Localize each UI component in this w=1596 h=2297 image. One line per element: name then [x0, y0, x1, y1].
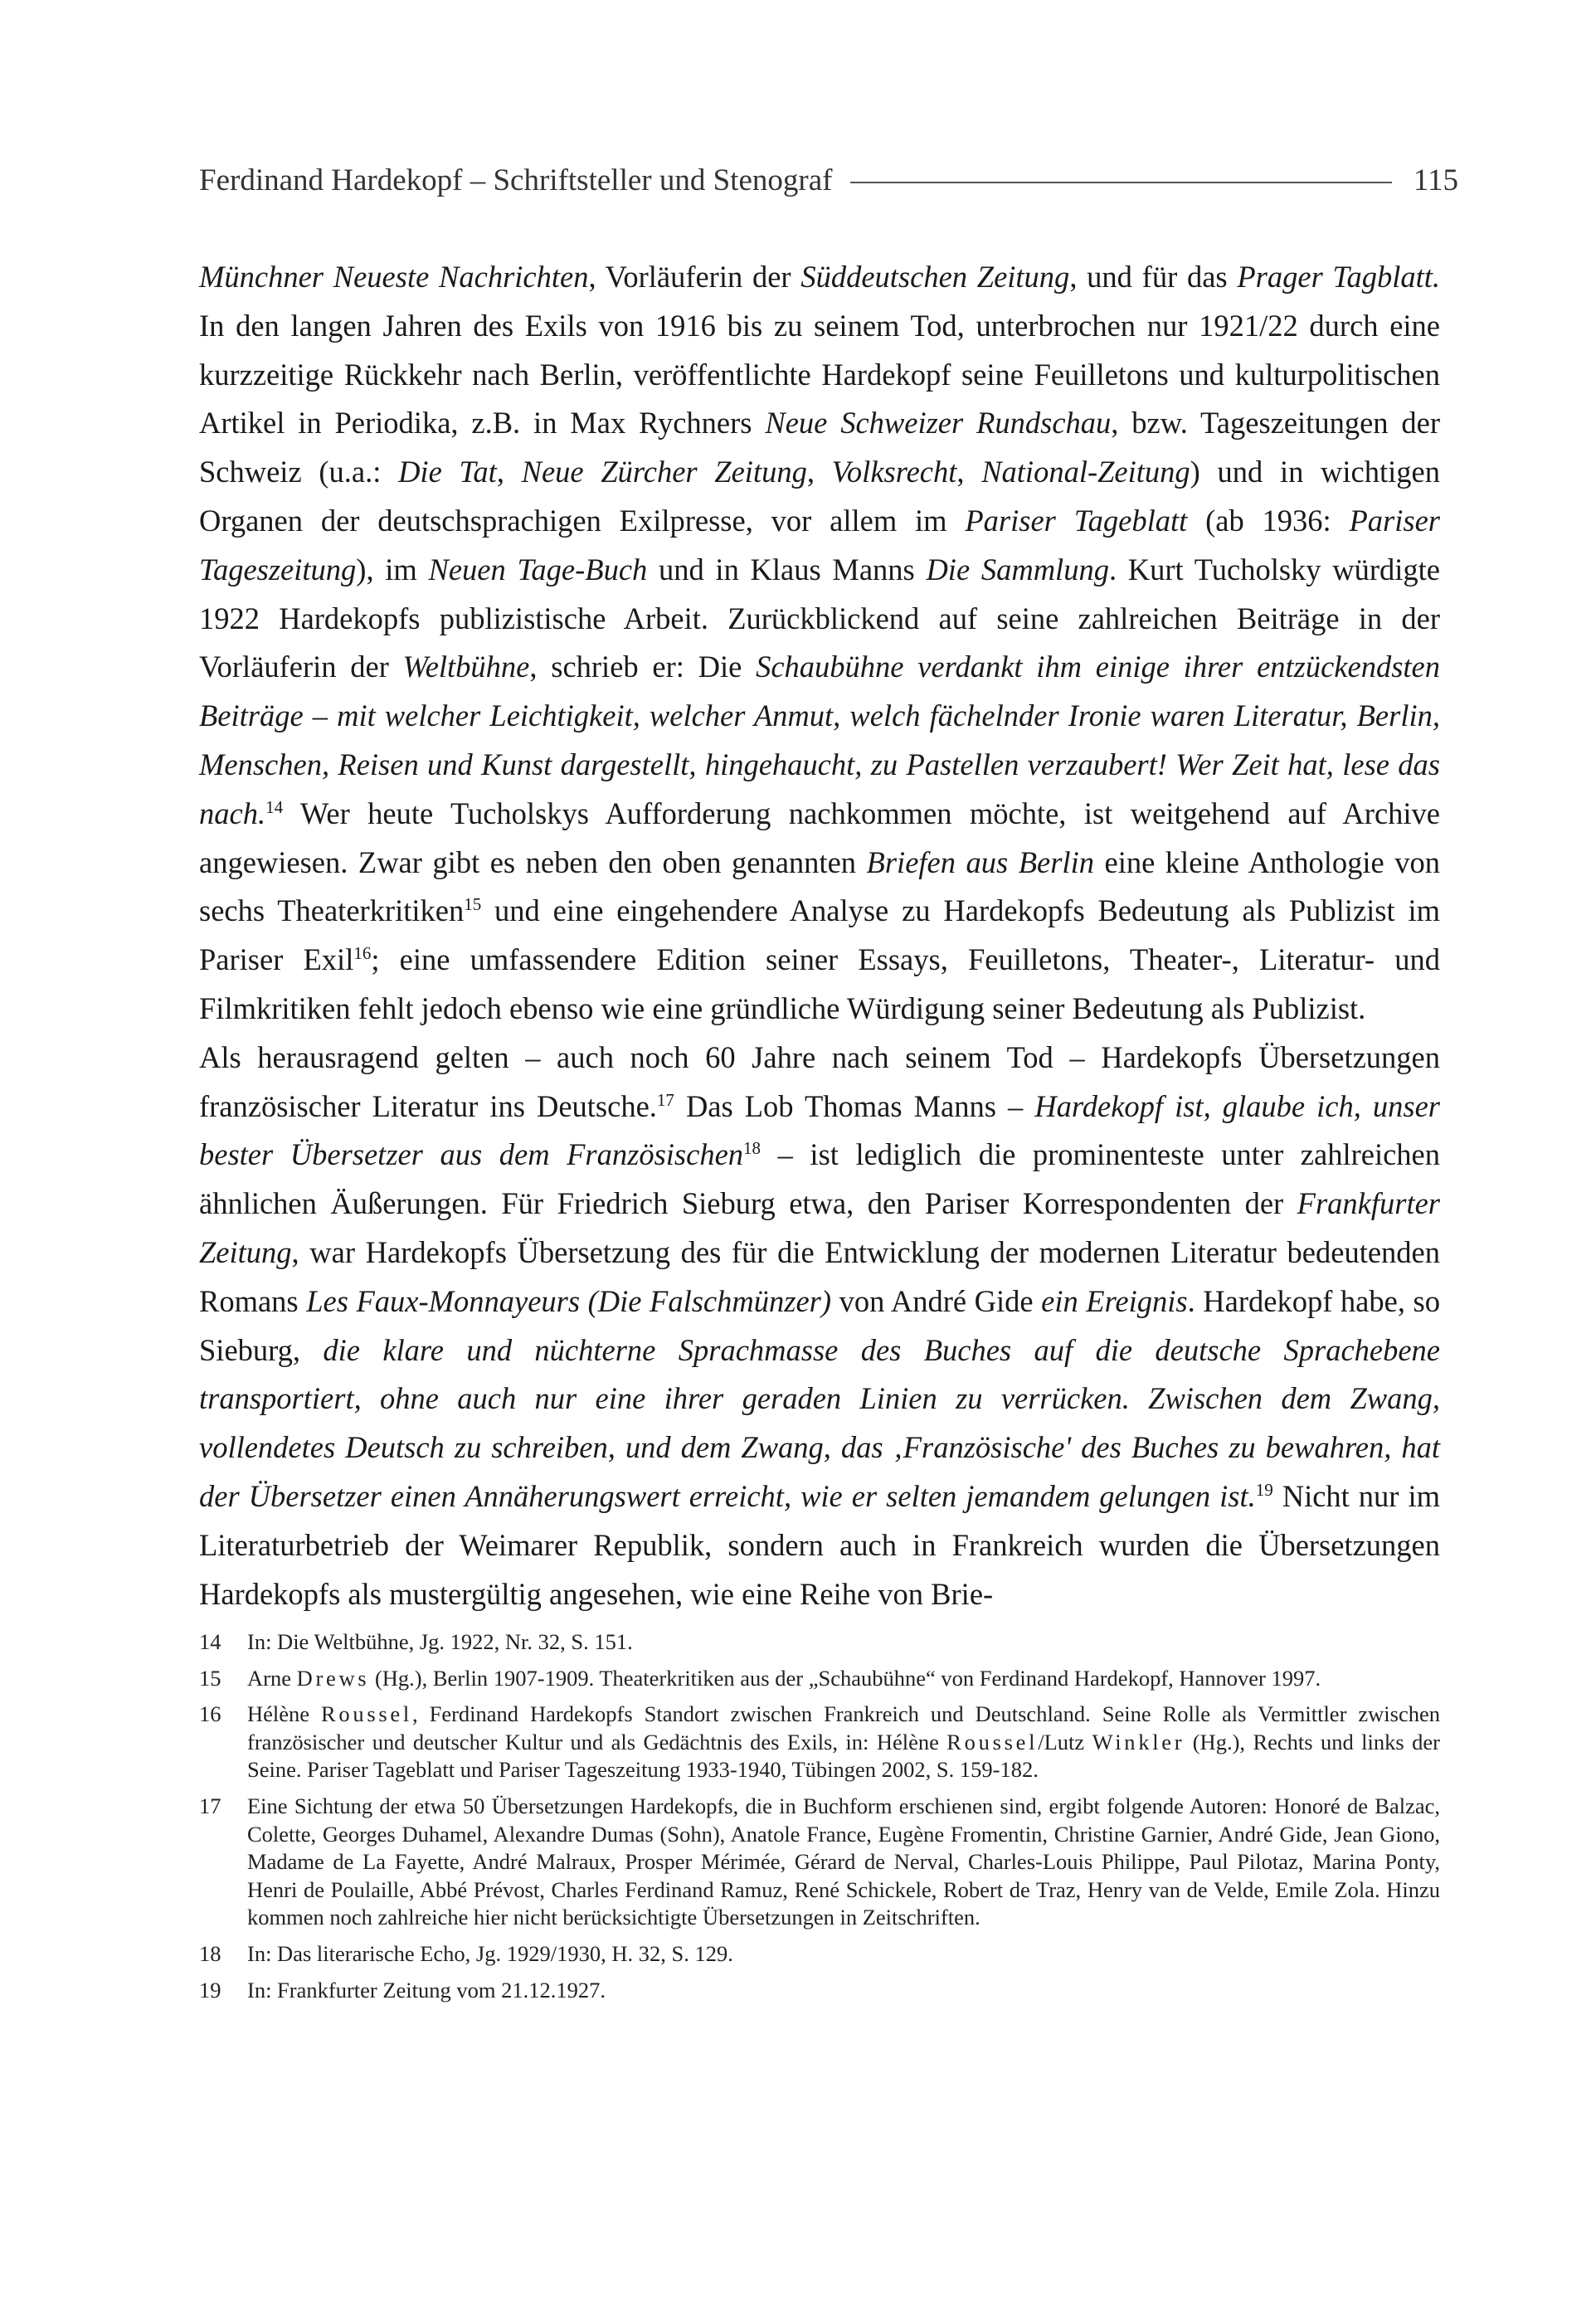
- italic-run: Süddeutschen Zeitung: [800, 260, 1070, 294]
- footnote-ref: 19: [1255, 1479, 1273, 1500]
- footnote-text: [247, 1665, 1440, 1693]
- text-run: ,: [806, 455, 832, 489]
- italic-run: Schaubühne verdankt ihm einige ihrer entzückendsten Beiträge – mit welcher Leichtigkeit, welcher Anmut, welch fächelnder Ironie waren Literatur, Berlin, Menschen, Reisen und Kunst dargestellt, hingehaucht, zu Pastellen verzaubert! Wer Zeit hat, lese das nach.: [199, 650, 1441, 830]
- paragraph-2: [199, 1034, 1440, 1619]
- text-run: Hélène: [247, 1701, 322, 1727]
- footnote-text: [247, 1701, 1440, 1784]
- text-run: , Vorläuferin der: [588, 260, 801, 294]
- text-run: ; eine umfassendere Edition seiner Essays, Feuilletons, Theater-, Literatur- und Filmkritiken fehlt jedoch ebenso wie eine gründliche Würdigung seiner Bedeutung als Publizist.: [199, 942, 1440, 1025]
- text-run: In: Das literarische Echo, Jg. 1929/1930, H. 32, S. 129.: [247, 1940, 733, 1966]
- italic-run: Volksrecht: [831, 455, 957, 489]
- italic-run: Pariser Tageblatt: [965, 503, 1188, 538]
- footnote-text: [247, 1793, 1440, 1932]
- page-number: 115: [1413, 163, 1458, 197]
- italic-run: Die Tat: [398, 455, 497, 489]
- text-run: , und für das: [1069, 260, 1238, 294]
- text-run: (ab 1936:: [1187, 503, 1350, 538]
- text-run: ) und in wichtigen Organen der deutschsprachigen Exilpresse, vor allem im: [199, 455, 1440, 538]
- text-run: In: Die Weltbühne, Jg. 1922, Nr. 32, S. 151.: [247, 1629, 633, 1654]
- footnote-text: [247, 1977, 1440, 2005]
- text-run: (Hg.), Rechts und links der Seine. Pariser Tageblatt und Pariser Tageszeitung 1933-1940, Tübingen 2002, S. 159-182.: [247, 1729, 1440, 1783]
- footnote-number: 16: [199, 1701, 221, 1727]
- footnote-17: [199, 1793, 1440, 1932]
- footnote-number: 17: [199, 1793, 221, 1818]
- text-run: von André Gide: [831, 1283, 1042, 1318]
- text-run: /Lutz: [1038, 1729, 1092, 1754]
- text-run: Eine Sichtung der etwa 50 Übersetzungen Hardekopfs, die in Buchform erschienen sind, ergibt folgende Autoren: Honoré de Balzac, Colette, Georges Duhamel, Alexandre Dumas (Sohn), Anatole France, Eugène Fromentin, Christine Garnier, André Gide, Jean Giono, Madame de La Fayette, André Malraux, Prosper Mérimée, Gérard de Nerval, Charles-Louis Philippe, Paul Pilotaz, Marina Ponty, Henri de Poulaille, Abbé Prévost, Charles Ferdinand Ramuz, René Schickele, Robert de Traz, Henry van de Velde, Emile Zola. Hinzu kommen noch zahlreiche hier nicht berücksichtigte Übersetzungen in Zeitschriften.: [247, 1793, 1440, 1930]
- footnote-ref: 15: [464, 894, 482, 915]
- text-run: Als herausragend gelten – auch noch 60 Jahre nach seinem Tod – Hardekopfs Übersetzungen französischer Literatur ins Deutsche.: [199, 1039, 1440, 1123]
- footnote-ref: 18: [743, 1138, 762, 1159]
- text-run: ,: [956, 455, 982, 489]
- footnote-number: 14: [199, 1629, 221, 1654]
- footnote-text: [247, 1940, 1440, 1969]
- footnote-16: [199, 1701, 1440, 1784]
- spaced-name: Roussel: [321, 1701, 412, 1727]
- text-run: Nicht nur im Literaturbetrieb der Weimarer Republik, sondern auch in Frankreich wurden die Übersetzungen Hardekopfs als mustergültig angesehen, wie eine Reihe von Brie-: [199, 1478, 1440, 1611]
- header-rule: [850, 182, 1391, 183]
- italic-run: National-Zeitung: [981, 455, 1190, 489]
- footnote-15: [199, 1665, 1440, 1693]
- italic-run: Pariser Tageszeitung: [199, 503, 1441, 586]
- footnote-ref: 16: [353, 943, 372, 963]
- footnote-number: 15: [199, 1665, 221, 1691]
- italic-run: Les Faux-Monnayeurs (Die Falschmünzer): [306, 1283, 832, 1318]
- italic-run: Neue Zürcher Zeitung: [521, 455, 807, 489]
- running-title: Ferdinand Hardekopf – Schriftsteller und Stenograf: [199, 163, 833, 197]
- text-run: (Hg.), Berlin 1907-1909. Theaterkritiken aus der „Schaubühne“ von Ferdinand Hardekopf, Hannover 1997.: [369, 1665, 1321, 1691]
- italic-run: Die Sammlung: [926, 552, 1109, 586]
- running-header: [199, 163, 1458, 198]
- paragraph-1: [199, 253, 1440, 1034]
- footnotes: [199, 1628, 1440, 2012]
- italic-run: Briefen aus Berlin: [866, 844, 1094, 879]
- italic-run: Prager Tagblatt.: [1237, 260, 1441, 294]
- text-run: , bzw. Tageszeitungen der Schweiz (u.a.:: [199, 406, 1440, 489]
- text-run: . Kurt Tucholsky würdigte 1922 Hardekopfs publizistische Arbeit. Zurückblickend auf seine zahlreichen Beiträge in der Vorläuferin der: [199, 552, 1440, 684]
- text-run: In: Frankfurter Zeitung vom 21.12.1927.: [247, 1977, 606, 2003]
- text-run: ), im: [356, 552, 429, 586]
- spaced-name: Roussel: [946, 1729, 1039, 1754]
- italic-run: Weltbühne: [402, 650, 530, 684]
- italic-run: Frankfurter Zeitung: [199, 1186, 1440, 1269]
- italic-run: Münchner Neueste Nachrichten: [199, 260, 589, 294]
- text-run: , war Hardekopfs Übersetzung des für die Entwicklung der modernen Literatur bedeutenden Romans: [199, 1234, 1440, 1318]
- text-run: , Ferdinand Hardekopfs Standort zwischen Frankreich und Deutschland. Seine Rolle als Vermittler zwischen französischer und deutscher Kultur und als Gedächtnis des Exils, in: Hélène: [247, 1701, 1440, 1754]
- text-run: – ist lediglich die prominenteste unter zahlreichen ähnlichen Äußerungen. Für Friedrich Sieburg etwa, den Pariser Korrespondenten der: [199, 1137, 1440, 1221]
- footnote-ref: 14: [265, 796, 284, 817]
- footnote-14: [199, 1628, 1440, 1657]
- text-run: ,: [496, 455, 522, 489]
- spaced-name: Drews: [296, 1665, 370, 1691]
- footnote-number: 19: [199, 1977, 221, 2003]
- italic-run: Neue Schweizer Rundschau: [765, 406, 1112, 440]
- text-run: und eine eingehendere Analyse zu Hardekopfs Bedeutung als Publizist im Pariser Exil: [199, 893, 1441, 977]
- footnote-number: 18: [199, 1940, 221, 1966]
- italic-run: ein Ereignis: [1041, 1283, 1188, 1318]
- footnote-text: [247, 1628, 1440, 1657]
- text-run: In den langen Jahren des Exils von 1916 bis zu seinem Tod, unterbrochen nur 1921/22 durch eine kurzzeitige Rückkehr nach Berlin, veröffentlichte Hardekopf seine Feuilletons und kulturpolitischen Artikel in Periodika, z.B. in Max Rychners: [199, 308, 1440, 440]
- text-run: eine kleine Anthologie von sechs Theaterkritiken: [199, 844, 1440, 928]
- text-run: . Hardekopf habe, so Sieburg,: [199, 1283, 1440, 1367]
- text-run: Das Lob Thomas Manns –: [674, 1088, 1035, 1123]
- footnote-19: [199, 1977, 1440, 2005]
- main-text: [199, 253, 1440, 1618]
- footnote-18: [199, 1940, 1440, 1969]
- text-run: Wer heute Tucholskys Aufforderung nachkommen möchte, ist weitgehend auf Archive angewiesen. Zwar gibt es neben den oben genannten: [199, 796, 1440, 879]
- text-run: , schrieb er: Die: [529, 650, 757, 684]
- italic-run: Neuen Tage-Buch: [428, 552, 648, 586]
- italic-run: Hardekopf ist, glaube ich, unser bester Übersetzer aus dem Französischen: [199, 1088, 1440, 1172]
- italic-run: die klare und nüchterne Sprachmasse des Buches auf die deutsche Sprachebene transportiert, ohne auch nur eine ihrer geraden Linien zu verrücken. Zwischen dem Zwang, vollendetes Deutsch zu schreiben, und dem Zwang, das ‚Französische' des Buches zu bewahren, hat der Übersetzer einen Annäherungswert erreicht, wie er selten jemandem gelungen ist.: [199, 1332, 1440, 1513]
- text-run: und in Klaus Manns: [647, 552, 927, 586]
- text-run: Arne: [247, 1665, 297, 1691]
- spaced-name: Winkler: [1092, 1729, 1185, 1754]
- footnote-ref: 17: [656, 1089, 674, 1110]
